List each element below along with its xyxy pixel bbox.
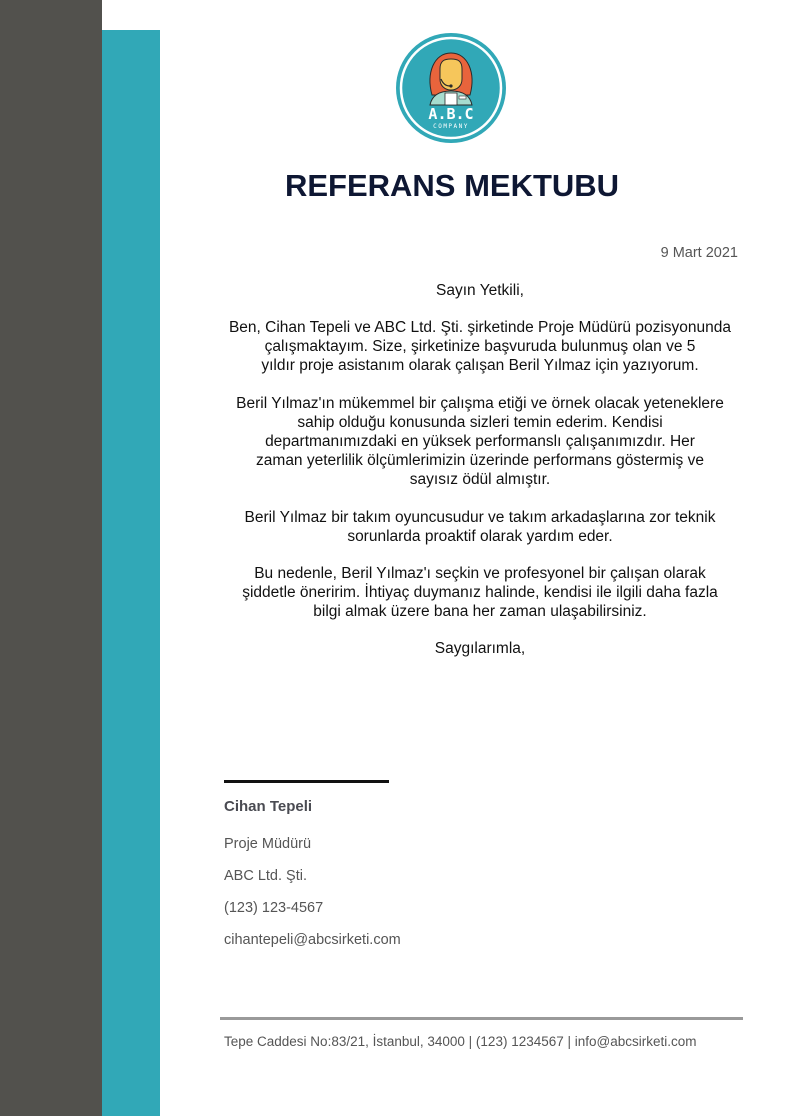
company-logo [396,33,506,143]
text-line: departmanımızdaki en yüksek performanslı çalışanımızdır. Her [265,433,695,450]
text-line: şiddetle öneririm. İhtiyaç duymanız halinde, kendisi ile ilgili daha fazla [242,584,718,601]
decorative-teal-bar [102,30,160,1116]
signer-email: cihantepeli@abcsirketi.com [224,932,401,948]
text-line: bilgi almak üzere bana her zaman ulaşabilirsiniz. [313,603,647,620]
footer-contact: Tepe Caddesi No:83/21, İstanbul, 34000 | (123) 1234567 | info@abcsirketi.com [224,1034,697,1049]
signer-phone: (123) 123-4567 [224,900,324,916]
paragraph-1 [200,318,760,375]
paragraph-3 [200,508,760,546]
paragraph-4 [200,564,760,621]
closing: Saygılarımla, [434,640,526,657]
svg-text:COMPANY: COMPANY [433,123,469,130]
decorative-dark-bar [0,0,102,1116]
text-line: Bu nedenle, Beril Yılmaz'ı seçkin ve profesyonel bir çalışan olarak [254,565,706,582]
signer-position: Proje Müdürü [224,836,312,852]
letter-date: 9 Mart 2021 [660,245,738,261]
text-line: yıldır proje asistanım olarak çalışan Beril Yılmaz için yazıyorum. [261,357,699,374]
text-line: sayısız ödül almıştır. [409,471,551,488]
page-title: REFERANS MEKTUBU [284,168,620,203]
signature-line [224,780,389,783]
footer-divider [220,1017,743,1020]
text-line: zaman yeterlilik ölçümlerimizin üzerinde performans göstermiş ve [256,452,704,469]
svg-text:A.B.C: A.B.C [428,105,474,123]
salutation: Sayın Yetkili, [436,282,524,299]
signer-company: ABC Ltd. Şti. [224,868,308,884]
company-logo-avatar-icon [396,33,506,143]
text-line: çalışmaktayım. Size, şirketinize başvuruda bulunmuş olan ve 5 [264,338,696,355]
text-line: sahip olduğu konusunda sizleri temin ederim. Kendisi [297,414,663,431]
text-line: Beril Yılmaz'ın mükemmel bir çalışma etiği ve örnek olacak yeteneklere [236,395,724,412]
text-line: sorunlarda proaktif olarak yardım eder. [347,528,613,545]
text-line: Ben, Cihan Tepeli ve ABC Ltd. Şti. şirketinde Proje Müdürü pozisyonunda [228,319,732,336]
signer-name: Cihan Tepeli [224,798,313,815]
paragraph-2 [200,394,760,489]
text-line: Beril Yılmaz bir takım oyuncusudur ve takım arkadaşlarına zor teknik [244,509,716,526]
